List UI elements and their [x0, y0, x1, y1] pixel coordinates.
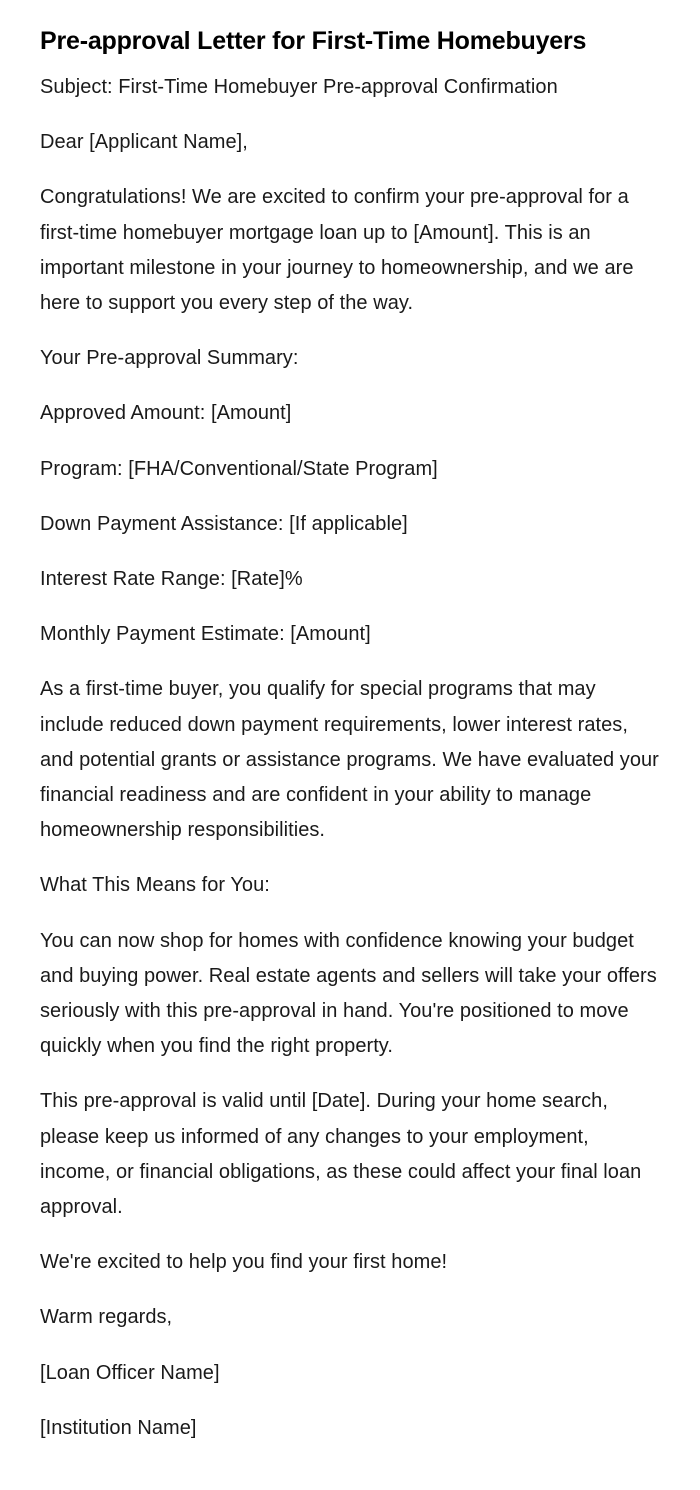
- institution-name: [Institution Name]: [40, 1416, 197, 1439]
- letter-greeting: Dear [Applicant Name],: [40, 131, 248, 154]
- intro-paragraph: Congratulations! We are excited to confirm your pre-approval for a first-time homebuyer mortgage loan up to [Amount]. This is an important milestone in your journey to homeownership, and we are here to support you every step of the way.: [40, 186, 634, 315]
- letter-subject: Subject: First-Time Homebuyer Pre-approval Confirmation: [40, 76, 558, 98]
- summary-item-monthly-payment: Monthly Payment Estimate: [Amount]: [40, 623, 371, 646]
- summary-heading: Your Pre-approval Summary:: [40, 347, 299, 370]
- qualify-paragraph: As a first-time buyer, you qualify for special programs that may include reduced down payment requirements, lower interest rates, and potential grants or assistance programs. We have evaluated your financial readiness and are confident in your ability to manage homeownership responsibilities.: [40, 678, 659, 842]
- validity-paragraph: This pre-approval is valid until [Date]. During your home search, please keep us informed of any changes to your employment, income, or financial obligations, as these could affect your final loan approval.: [40, 1090, 642, 1219]
- summary-item-down-payment-assistance: Down Payment Assistance: [If applicable]: [40, 512, 408, 535]
- signoff: Warm regards,: [40, 1306, 173, 1329]
- summary-item-program: Program: [FHA/Conventional/State Program]: [40, 457, 438, 480]
- means-paragraph: You can now shop for homes with confidence knowing your budget and buying power. Real estate agents and sellers will take your offers seriously with this pre-approval in hand. You're positioned to move quickly when you find the right property.: [40, 929, 657, 1058]
- closing-line: We're excited to help you find your first home!: [40, 1251, 448, 1274]
- letter-title: Pre-approval Letter for First-Time Homebuyers: [40, 27, 587, 55]
- summary-item-interest-rate-range: Interest Rate Range: [Rate]%: [40, 568, 303, 591]
- loan-officer-name: [Loan Officer Name]: [40, 1361, 220, 1384]
- means-heading: What This Means for You:: [40, 874, 270, 897]
- summary-item-approved-amount: Approved Amount: [Amount]: [40, 402, 292, 425]
